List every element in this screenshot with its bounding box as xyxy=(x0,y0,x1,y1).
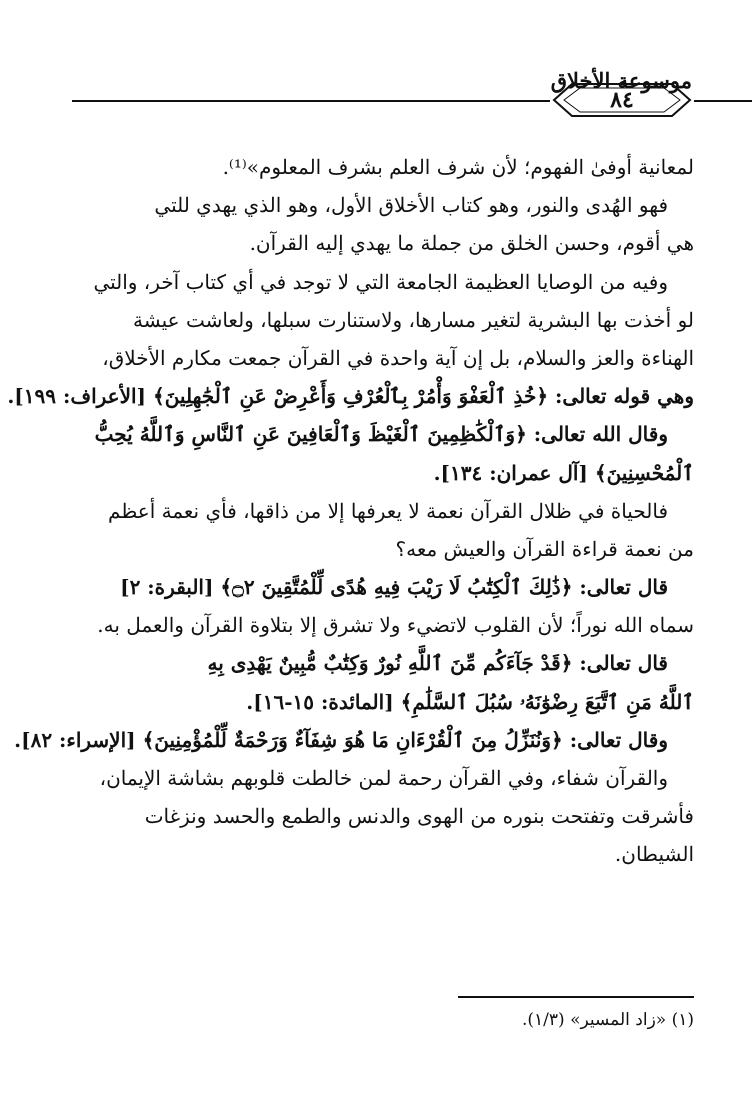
text-line: وفيه من الوصايا العظيمة الجامعة التي لا توجد في أي كتاب آخر، والتي xyxy=(93,269,668,294)
text-line: الهناءة والعز والسلام، بل إن آية واحدة في القرآن جمعت مكارم الأخلاق، xyxy=(102,345,694,370)
quran-verse-line: ٱلْمُحْسِنِينَ﴾ [آل عمران: ١٣٤]. xyxy=(433,460,694,485)
text-line: سماه الله نوراً؛ لأن القلوب لاتضيء ولا تشرق إلا بتلاوة القرآن والعمل به. xyxy=(97,613,694,638)
text-line: فهو الهُدى والنور، وهو كتاب الأخلاق الأول، وهو الذي يهدي للتي xyxy=(154,193,668,218)
quran-verse-line: وقال الله تعالى: ﴿وَٱلْكَٰظِمِينَ ٱلْغَيْظَ وَٱلْعَافِينَ عَنِ ٱلنَّاسِ وَٱللَّهُ يُحِبُّ xyxy=(94,422,668,447)
quran-verse-line: ٱللَّهُ مَنِ ٱتَّبَعَ رِضْوَٰنَهُۥ سُبُلَ ٱلسَّلَٰمِ﴾ [المائدة: ١٥-١٦]. xyxy=(246,689,694,714)
text-line: لو أخذت بها البشرية لتغير مسارها، ولاستنارت سبلها، ولعاشت عيشة xyxy=(133,307,694,332)
page-number: ٨٤ xyxy=(610,87,634,113)
footnote: (١) «زاد المسير» (١/٣). xyxy=(521,1010,694,1030)
header-rule-left xyxy=(72,100,550,102)
book-title: موسوعة الأخلاق xyxy=(550,68,692,93)
quran-verse-line: وهي قوله تعالى: ﴿خُذِ ٱلْعَفْوَ وَأْمُرْ بِٱلْعُرْفِ وَأَعْرِضْ عَنِ ٱلْجَٰهِلِينَ﴾ [الأعراف: ١٩٩]. xyxy=(7,384,694,409)
header-rule-right xyxy=(694,100,752,102)
text-line: والقرآن شفاء، وفي القرآن رحمة لمن خالطت قلوبهم بشاشة الإيمان، xyxy=(99,766,668,790)
text-line: من نعمة قراءة القرآن والعيش معه؟ xyxy=(395,536,694,561)
text-line: الشيطان. xyxy=(614,842,694,867)
quran-verse-line: وقال تعالى: ﴿وَنُنَزِّلُ مِنَ ٱلْقُرْءَانِ مَا هُوَ شِفَآءٌ وَرَحْمَةٌ لِّلْمُؤْمِنِينَ﴾ [الإسراء: ٨٢]. xyxy=(14,727,668,752)
text-line: لمعانية أوفىٰ الفهوم؛ لأن شرف العلم بشرف المعلوم»⁽¹⁾. xyxy=(222,155,694,179)
text-line: فأشرقت وتفتحت بنوره من الهوى والدنس والطمع والحسد ونزغات xyxy=(144,804,694,829)
text-line: هي أقوم، وحسن الخلق من جملة ما يهدي إليه القرآن. xyxy=(249,231,694,256)
quran-verse-line: قال تعالى: ﴿قَدْ جَآءَكُم مِّنَ ٱللَّهِ نُورٌ وَكِتَٰبٌ مُّبِينٌ يَهْدِى بِهِ xyxy=(207,651,668,676)
body-text xyxy=(7,148,694,874)
quran-verse-line: قال تعالى: ﴿ذَٰلِكَ ٱلْكِتَٰبُ لَا رَيْبَ فِيهِ هُدًى لِّلْمُتَّقِينَ ۝٢﴾ [البقرة: ٢] xyxy=(120,575,668,600)
footnote-separator xyxy=(458,996,694,998)
text-line: فالحياة في ظلال القرآن نعمة لا يعرفها إلا من ذاقها، فأي نعمة أعظم xyxy=(108,498,668,523)
page-header xyxy=(72,62,692,116)
